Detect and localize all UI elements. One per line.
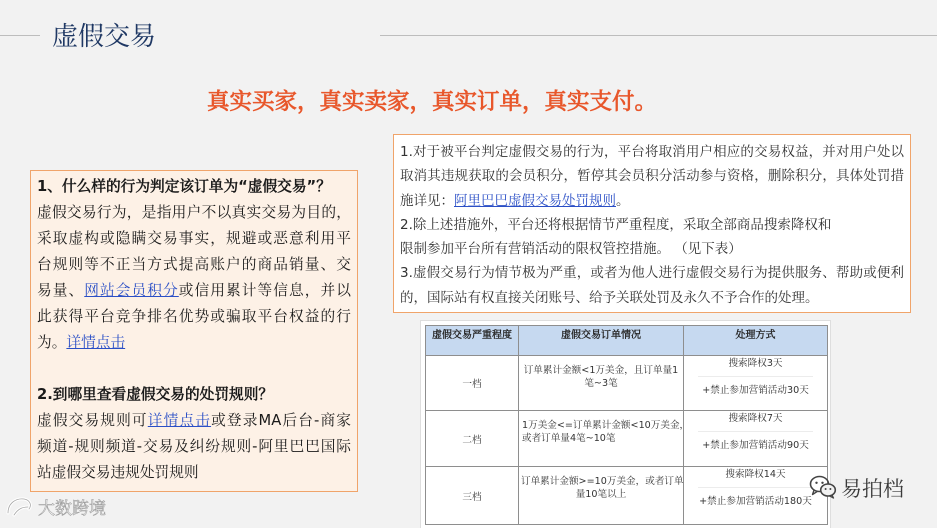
rule-2-line: 2.除上述措施外，平台还将根据情节严重程度，采取全部商品搜索降权和	[400, 216, 832, 233]
penalty-measures	[684, 467, 828, 525]
faq-q1-text: 易量、	[37, 282, 85, 299]
page-title: 虚假交易	[52, 22, 157, 52]
faq-q2-line: 站虚假交易违规处罚规则	[37, 464, 199, 481]
penalty-divider	[698, 487, 813, 488]
penalty-table-image	[420, 320, 831, 528]
title-rule-right	[380, 35, 937, 36]
faq-q1-text: 或信用累计等信息，并以	[178, 282, 351, 299]
table-row	[426, 467, 828, 525]
headline-slogan: 真实买家，真实卖家，真实订单，真实支付。	[207, 89, 658, 115]
q1-details-link[interactable]: 详情点击	[66, 334, 126, 351]
rule-1-line: 1.对于被平台判定虚假交易的行为，平台将取消用户相应的交易权益，并对用户处以	[400, 144, 904, 160]
table-header-row	[426, 326, 828, 356]
order-condition	[519, 411, 690, 467]
order-condition	[519, 356, 684, 411]
rule-3-line: 3.虚假交易行为情节极为严重，或者为他人进行虚假交易行为提供服务、帮助或便利	[400, 265, 904, 282]
condition-line: 订单累计金额<1万美金，且订单量1	[523, 365, 679, 376]
order-condition	[519, 467, 684, 525]
source-watermark	[4, 496, 106, 522]
faq-q1-line: 采取虚构或隐瞒交易事实，规避或恶意利用平	[37, 230, 351, 247]
member-points-link[interactable]: 网站会员积分	[84, 282, 179, 299]
condition-line: 笔~3笔	[584, 378, 618, 389]
penalty-divider	[698, 431, 813, 432]
rule-1-text: 。	[616, 192, 630, 209]
faq-q1-line	[37, 330, 351, 356]
rule-1-line: 取消其违规获取的会员积分，暂停其会员积分活动参与资格，删除积分，具体处罚措	[400, 168, 904, 185]
faq-q2-line	[37, 408, 351, 434]
rule-1-text: 施详见：	[400, 192, 454, 209]
condition-line: 1万美金<=订单累计金额<10万美金，	[522, 420, 690, 431]
rule-2-line: 限制参加平台所有营销活动的限权管控措施。 （见下表）	[400, 241, 742, 258]
severity-level: 三档	[426, 467, 519, 525]
wechat-account-watermark	[809, 475, 904, 503]
faq-q1-text: 为。	[37, 334, 67, 351]
title-rule-left	[0, 35, 40, 36]
faq-q2-text: 虚假交易规则可	[37, 412, 148, 429]
severity-level: 二档	[426, 411, 519, 467]
fake-trade-penalty-rules-link[interactable]: 阿里巴巴虚假交易处罚规则	[454, 192, 616, 209]
penalty-divider	[698, 376, 813, 377]
dashu-logo-icon	[4, 495, 34, 523]
wechat-account-name: 易拍档	[841, 477, 904, 501]
penalty-line: 搜索降权14天	[725, 469, 786, 480]
penalty-measures	[684, 356, 828, 411]
faq-q2-text: 或登录MA后台-商家	[211, 412, 351, 429]
faq-q2-line: 频道-规则频道-交易及纠纷规则-阿里巴巴国际	[37, 438, 351, 455]
penalty-line: +禁止参加营销活动30天	[702, 385, 809, 396]
header-severity: 虚假交易严重程度	[426, 326, 519, 356]
header-order-condition: 虚假交易订单情况	[519, 326, 684, 356]
penalty-line: 搜索降权3天	[728, 358, 783, 369]
condition-line: 订单累计金额>=10万美金，或者订单	[521, 476, 684, 487]
rule-3-line: 的，国际站有权直接关闭账号、给予关联处罚及永久不予合作的处理。	[400, 289, 819, 306]
header-penalty: 处理方式	[684, 326, 828, 356]
penalty-table	[425, 325, 828, 525]
penalty-rules-panel	[393, 134, 911, 313]
source-name: 大数跨境	[38, 499, 106, 519]
penalty-measures	[684, 411, 828, 467]
faq-q1-line: 台规则等不正当方式提高账户的商品销量、交	[37, 256, 351, 273]
table-row	[426, 411, 828, 467]
wechat-icon	[809, 475, 837, 503]
condition-line: 量10笔以上	[575, 489, 627, 500]
penalty-line: +禁止参加营销活动180天	[699, 496, 812, 507]
faq-q1-line	[37, 278, 351, 304]
faq-panel	[30, 170, 358, 492]
table-row	[426, 356, 828, 411]
faq-spacer	[37, 356, 351, 382]
condition-line: 或者订单量4笔~10笔	[522, 433, 616, 444]
severity-level: 一档	[426, 356, 519, 411]
faq-q1-line: 此获得平台竞争排名优势或骗取平台权益的行	[37, 308, 351, 325]
penalty-line: +禁止参加营销活动90天	[702, 440, 809, 451]
faq-q1-line: 虚假交易行为，是指用户不以真实交易为目的，	[37, 204, 351, 221]
q2-details-link[interactable]: 详情点击	[147, 412, 212, 429]
faq-q1-title: 1、什么样的行为判定该订单为“虚假交易”？	[37, 178, 331, 195]
faq-q2-title: 2.到哪里查看虚假交易的处罚规则？	[37, 386, 274, 403]
rule-1-line	[400, 189, 904, 213]
penalty-line: 搜索降权7天	[728, 413, 783, 424]
